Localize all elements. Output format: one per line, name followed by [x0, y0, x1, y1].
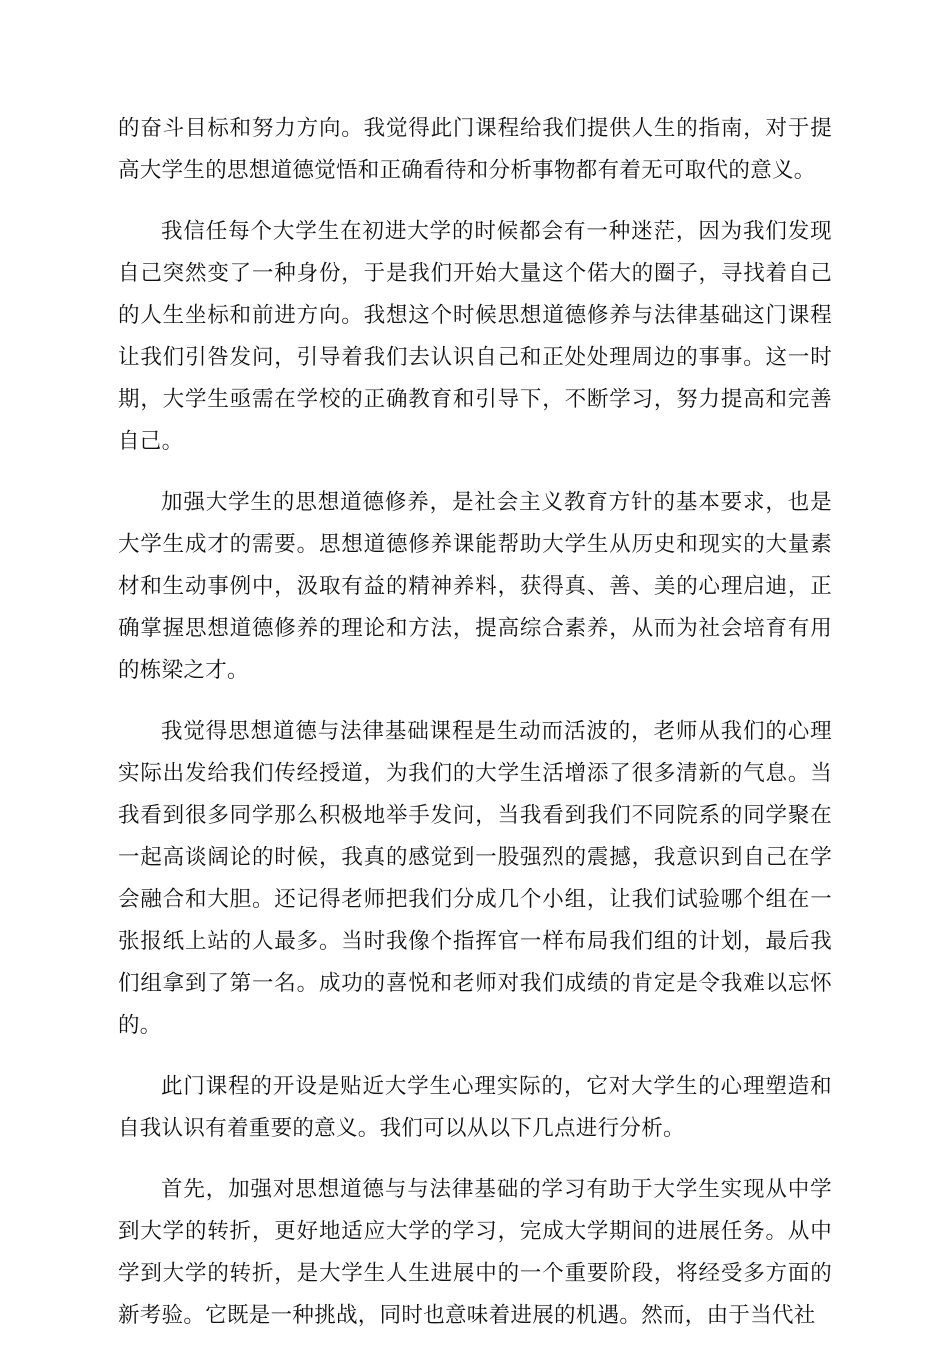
- document-page: [118, 108, 832, 1356]
- paragraph: 此门课程的开设是贴近大学生心理实际的，它对大学生的心理塑造和自我认识有着重要的意义。我们可以从以下几点进行分析。: [118, 1074, 832, 1141]
- paragraph: 我觉得思想道德与法律基础课程是生动而活波的，老师从我们的心理实际出发给我们传经授道，为我们的大学生活增添了很多清新的气息。当我看到很多同学那么积极地举手发问，当我看到我们不同院系的同学聚在一起高谈阔论的时候，我真的感觉到一股强烈的震撼，我意识到自己在学会融合和大胆。还记得老师把我们分成几个小组，让我们试验哪个组在一张报纸上站的人最多。当时我像个指挥官一样布局我们组的计划，最后我们组拿到了第一名。成功的喜悦和老师对我们成绩的肯定是令我难以忘怀的。: [118, 719, 832, 1038]
- paragraph: 我信任每个大学生在初进大学的时候都会有一种迷茫，因为我们发现自己突然变了一种身份，于是我们开始大量这个偌大的圈子，寻找着自己的人生坐标和前进方向。我想这个时候思想道德修养与法律基础这门课程让我们引咎发问，引导着我们去认识自己和正处处理周边的事事。这一时期，大学生亟需在学校的正确教育和引导下，不断学习，努力提高和完善自己。: [118, 219, 832, 454]
- paragraph: 首先，加强对思想道德与与法律基础的学习有助于大学生实现从中学到大学的转折，更好地适应大学的学习，完成大学期间的进展任务。从中学到大学的转折，是大学生人生进展中的一个重要阶段，将经受多方面的新考验。它既是一种挑战，同时也意味着进展的机遇。然而，由于当代社: [118, 1177, 832, 1328]
- paragraph: 加强大学生的思想道德修养，是社会主义教育方针的基本要求，也是大学生成才的需要。思想道德修养课能帮助大学生从历史和现实的大量素材和生动事例中，汲取有益的精神养料，获得真、善、美的心理启迪，正确掌握思想道德修养的理论和方法，提高综合素养，从而为社会培育有用的栋梁之才。: [118, 490, 832, 683]
- paragraph-continued: 的奋斗目标和努力方向。我觉得此门课程给我们提供人生的指南，对于提高大学生的思想道德觉悟和正确看待和分析事物都有着无可取代的意义。: [118, 116, 832, 183]
